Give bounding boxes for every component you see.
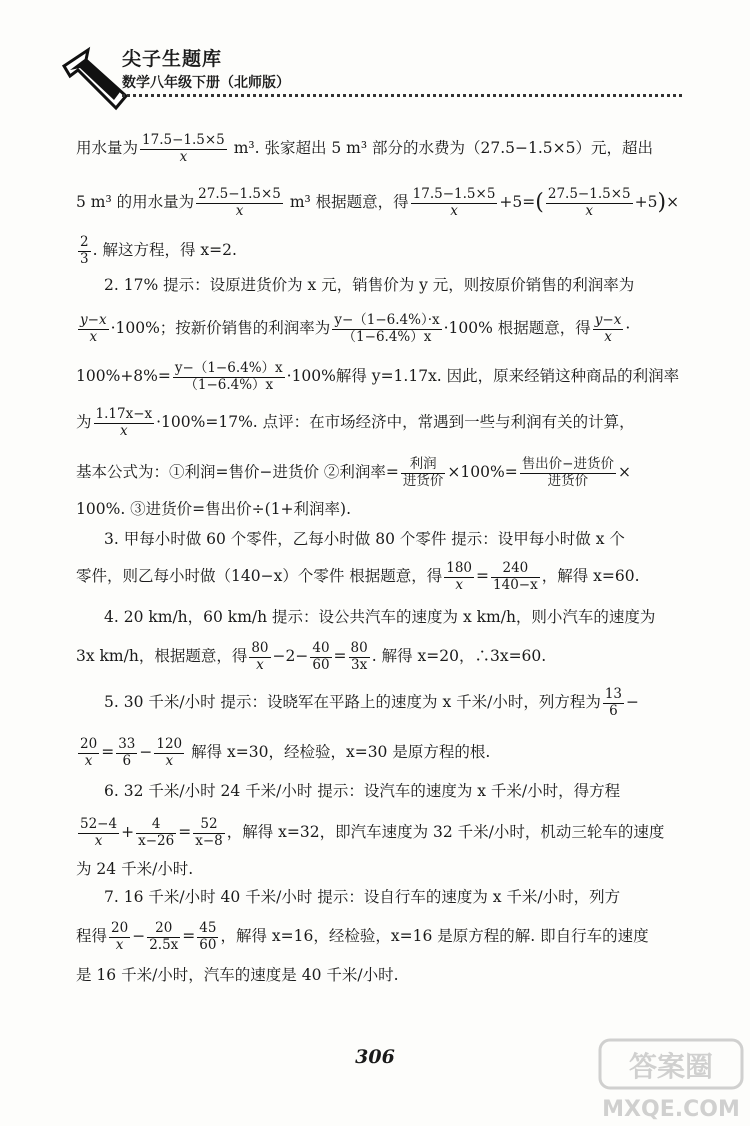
text-line: 3x km/h，根据题意，得 $\frac{80}{x}$ −2− $\frac{40}{60}$ = $\frac{80}{3x}$ . 解得 x=20，∴3x=60. (76, 640, 547, 673)
answer-item-7: 7. 16 千米/小时 40 千米/小时 提示：设自行车的速度为 x 千米/小时，列方 (104, 888, 621, 906)
answer-item-4: 4. 20 km/h，60 km/h 提示：设公共汽车的速度为 x km/h，则小汽车的速度为 (104, 608, 656, 626)
page-number: 306 (355, 1046, 395, 1068)
fraction: $\frac{33}{6}$ (118, 736, 136, 769)
text-line: $\frac{20}{x}$ = $\frac{33}{6}$ − $\frac{120}{x}$ 解得 x=30，经检验，x=30 是原方程的根. (80, 736, 491, 769)
fraction: $\frac{52}{x-8}$ (195, 816, 223, 849)
fraction: $\frac{40}{60}$ (312, 640, 330, 673)
fraction: $\frac{120}{x}$ (156, 736, 183, 769)
text-line: 程得 $\frac{20}{x}$ − $\frac{20}{2.5x}$ = $\frac{45}{60}$ ，解得 x=16，经检验，x=16 是原方程的解. 即自行车的速度 (76, 920, 649, 953)
answer-item-2: 2. 17% 提示：设原进货价为 x 元，销售价为 y 元，则按原价销售的利润率为 (104, 276, 635, 294)
text-line: $\frac{52-4}{x}$ + $\frac{4}{x-26}$ = $\frac{52}{x-8}$ ，解得 x=32，即汽车速度为 32 千米/小时，机动三轮车的速度 (80, 816, 665, 849)
answer-item-5: 5. 30 千米/小时 提示：设晓军在平路上的速度为 x 千米/小时，列方程为 $\frac{13}{6}$ − (104, 686, 640, 719)
fraction: $\frac{y-x}{x}$ (594, 312, 622, 345)
header-dotted-rule (122, 94, 682, 97)
book-subtitle: 数学八年级下册（北师版） (122, 75, 290, 91)
fraction: $\frac{27.5-1.5\times 5}{x}$ (198, 186, 281, 219)
fraction: $\frac{13}{6}$ (604, 686, 623, 719)
text-line: 是 16 千米/小时，汽车的速度是 40 千米/小时. (76, 966, 399, 984)
text-line: 为 24 千米/小时. (76, 860, 194, 878)
text-line: 基本公式为：①利润=售价−进货价 ②利润率= $\frac{\text{利润}}{\text{进货价}}$ ×100%= $\frac{\text{售出价−进货价}}{\text{进货价}}$ × (76, 456, 631, 489)
fraction: $\frac{180}{x}$ (446, 560, 473, 593)
fraction: $\frac{80}{x}$ (251, 640, 269, 673)
text-line: 零件，则乙每小时做（140−x）个零件 根据题意，得 $\frac{180}{x}$ = $\frac{240}{140-x}$ ，解得 x=60. (76, 560, 640, 593)
fraction: $\frac{45}{60}$ (199, 920, 217, 953)
fraction: $\frac{240}{140-x}$ (493, 560, 538, 593)
fraction: $\frac{17.5-1.5\times 5}{x}$ (412, 186, 496, 219)
fraction: $\frac{80}{3x}$ (350, 640, 368, 673)
answer-item-6: 6. 32 千米/小时 24 千米/小时 提示：设汽车的速度为 x 千米/小时，得方程 (104, 782, 621, 800)
fraction: $\frac{4}{x-26}$ (138, 816, 175, 849)
fraction: $\frac{17.5-1.5\times 5}{x}$ (142, 132, 225, 165)
fraction: $\frac{20}{2.5x}$ (149, 920, 179, 953)
fraction: $\frac{1.17x-x}{x}$ (95, 406, 153, 439)
fraction: $\frac{\text{利润}}{\text{进货价}}$ (402, 456, 444, 489)
svg-text:MXQE.COM: MXQE.COM (602, 1097, 740, 1122)
text-line: 100%. ③进货价=售出价÷(1+利润率). (76, 500, 352, 518)
fraction: $\frac{52-4}{x}$ (80, 816, 118, 849)
answer-item-3: 3. 甲每小时做 60 个零件，乙每小时做 80 个零件 提示：设甲每小时做 x 个 (104, 530, 625, 548)
text-line: 用水量为 $\frac{17.5-1.5\times 5}{x}$ m³. 张家超出 5 m³ 部分的水费为（27.5−1.5×5）元，超出 (76, 132, 654, 165)
watermark-logo (596, 1034, 746, 1124)
page-header (60, 40, 690, 120)
fraction: $\frac{y-(1-6.4\%)x}{(1-6.4\%)x}$ (174, 360, 283, 393)
fraction: $\frac{2}{3}$ (80, 234, 89, 267)
brand-title: 尖子生题库 (122, 48, 223, 70)
fraction: $\frac{\text{售出价−进货价}}{\text{进货价}}$ (521, 456, 614, 489)
text-line: $\frac{y-x}{x}$ ·100%；按新价销售的利润率为 $\frac{y-(1-6.4\%)\cdot x}{(1-6.4\%)x}$ ·100% 根据题意，得 $\frac{y-x}{x}$ · (80, 312, 631, 345)
fraction: $\frac{y-x}{x}$ (80, 312, 107, 345)
text-line: $\frac{2}{3}$ . 解这方程，得 x=2. (80, 234, 237, 267)
fraction: $\frac{20}{x}$ (111, 920, 129, 953)
text-line: 100%+8%= $\frac{y-(1-6.4\%)x}{(1-6.4\%)x}$ ·100%解得 y=1.17x. 因此，原来经销这种商品的利润率 (76, 360, 680, 393)
fraction: $\frac{y-(1-6.4\%)\cdot x}{(1-6.4\%)x}$ (334, 312, 440, 345)
fraction: $\frac{20}{x}$ (80, 736, 98, 769)
text-line: 为 $\frac{1.17x-x}{x}$ ·100%=17%. 点评：在市场经济中，常遇到一些与利润有关的计算， (76, 406, 635, 439)
fraction: $\frac{27.5-1.5\times 5}{x}$ (547, 186, 631, 219)
arrow-logo-icon (60, 46, 130, 116)
text-line: 5 m³ 的用水量为 $\frac{27.5-1.5\times 5}{x}$ m³ 根据题意，得 $\frac{17.5-1.5\times 5}{x}$ +5=( $\frac{27.5-1.5\times 5}{x}$ +5)× (76, 186, 680, 219)
svg-text:答案圈: 答案圈 (628, 1050, 714, 1083)
